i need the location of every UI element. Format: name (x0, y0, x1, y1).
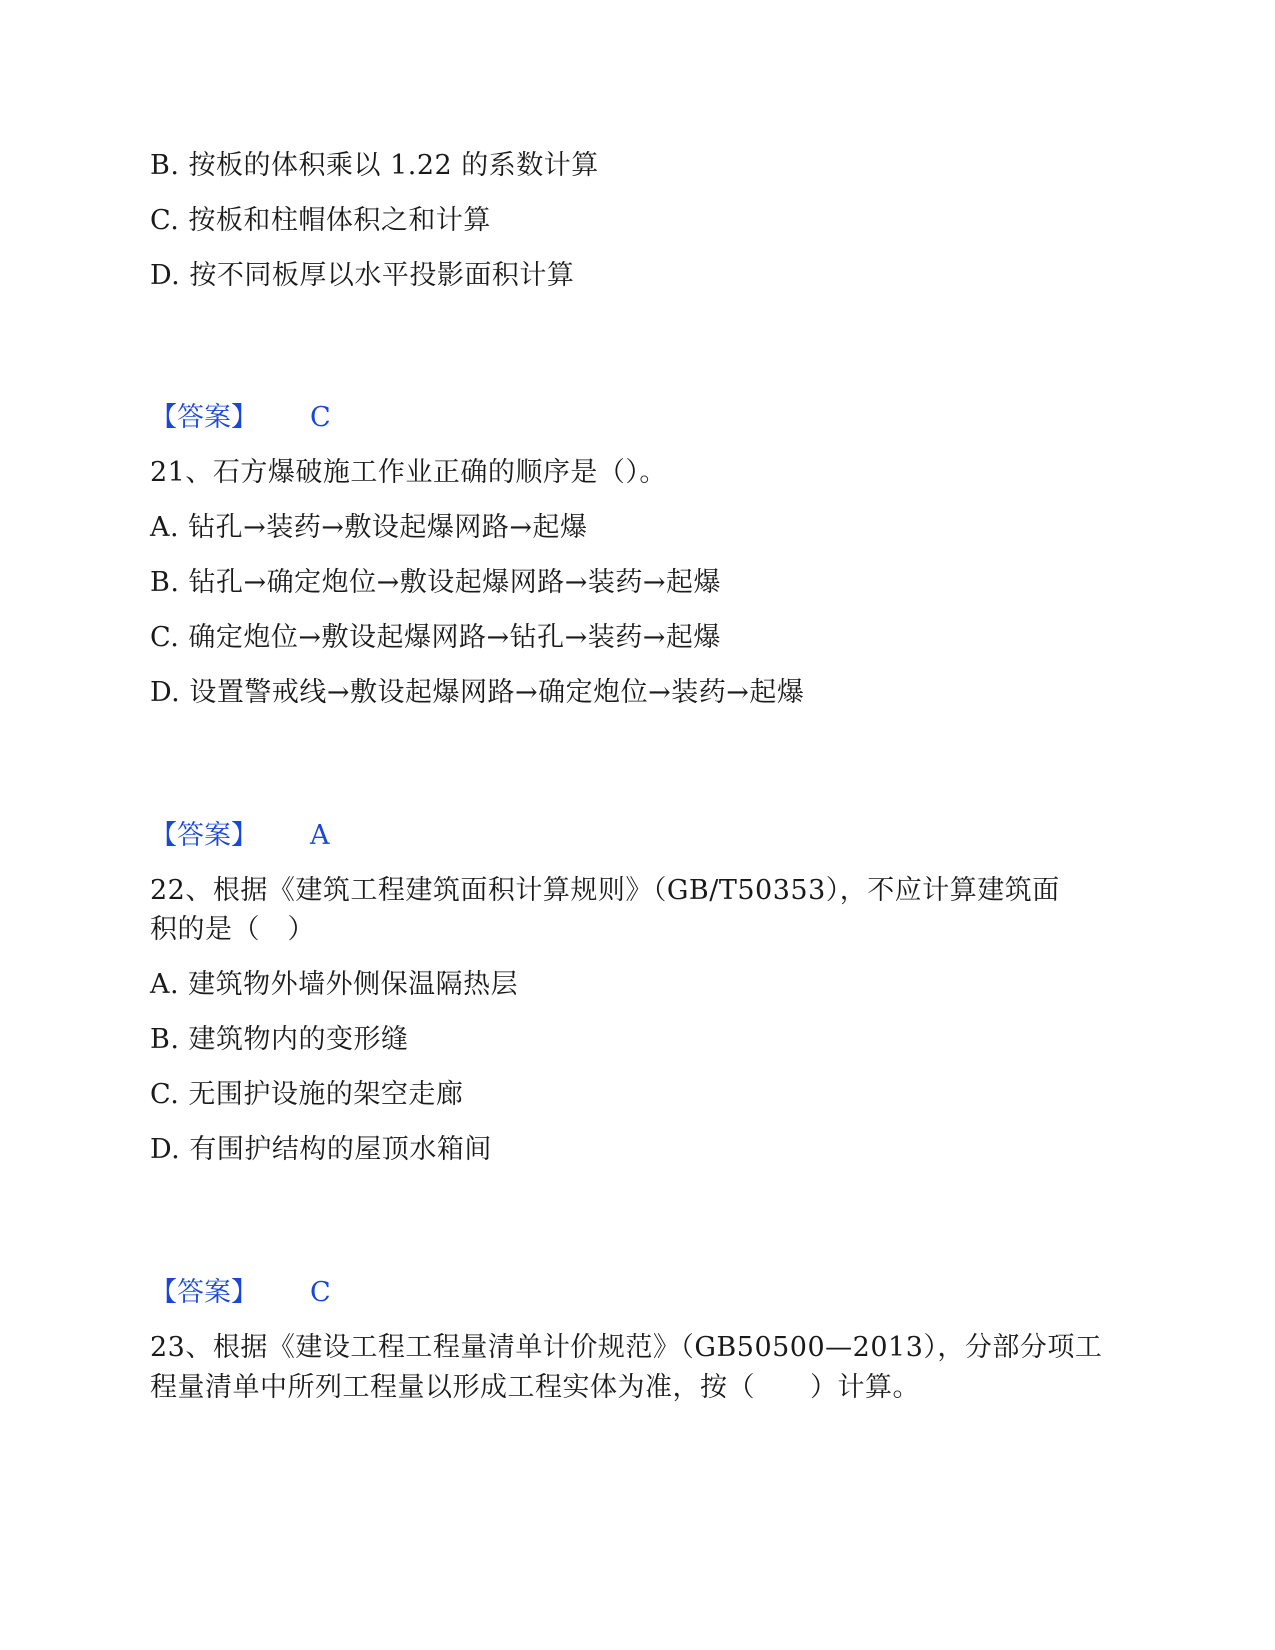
q23-question-line-2: 程量清单中所列工程量以形成工程实体为准，按（ ）计算。 (150, 1372, 920, 1403)
q22-question-line-1: 22、根据《建筑工程建筑面积计算规则》（GB/T50353），不应计算建筑面 (150, 875, 1060, 906)
q22-question-line-2: 积的是（ ） (150, 914, 315, 945)
answer-label: 【答案】 (150, 820, 258, 851)
answer-value: C (310, 402, 331, 433)
q21-question: 21、石方爆破施工作业正确的顺序是（）。 (150, 457, 667, 488)
q20-option-d: D. 按不同板厚以水平投影面积计算 (150, 260, 575, 291)
answer-value: A (310, 820, 330, 851)
q21-option-d: D. 设置警戒线→敷设起爆网路→确定炮位→装药→起爆 (150, 677, 805, 708)
q22-option-a: A. 建筑物外墙外侧保温隔热层 (150, 969, 519, 1000)
q23-question-line-1: 23、根据《建设工程工程量清单计价规范》（GB50500—2013），分部分项工 (150, 1332, 1103, 1363)
q20-option-c: C. 按板和柱帽体积之和计算 (150, 205, 491, 236)
q20-option-b: B. 按板的体积乘以 1.22 的系数计算 (150, 150, 599, 181)
q21-option-c: C. 确定炮位→敷设起爆网路→钻孔→装药→起爆 (150, 622, 721, 653)
q22-answer (150, 1273, 331, 1313)
q22-option-c: C. 无围护设施的架空走廊 (150, 1079, 464, 1110)
q21-option-a: A. 钻孔→装药→敷设起爆网路→起爆 (150, 512, 588, 543)
q22-option-b: B. 建筑物内的变形缝 (150, 1024, 409, 1055)
q20-answer (150, 398, 331, 438)
q21-option-b: B. 钻孔→确定炮位→敷设起爆网路→装药→起爆 (150, 567, 721, 598)
answer-label: 【答案】 (150, 1277, 258, 1308)
q21-answer (150, 816, 330, 856)
q22-option-d: D. 有围护结构的屋顶水箱间 (150, 1134, 492, 1165)
answer-label: 【答案】 (150, 402, 258, 433)
answer-value: C (310, 1277, 331, 1308)
